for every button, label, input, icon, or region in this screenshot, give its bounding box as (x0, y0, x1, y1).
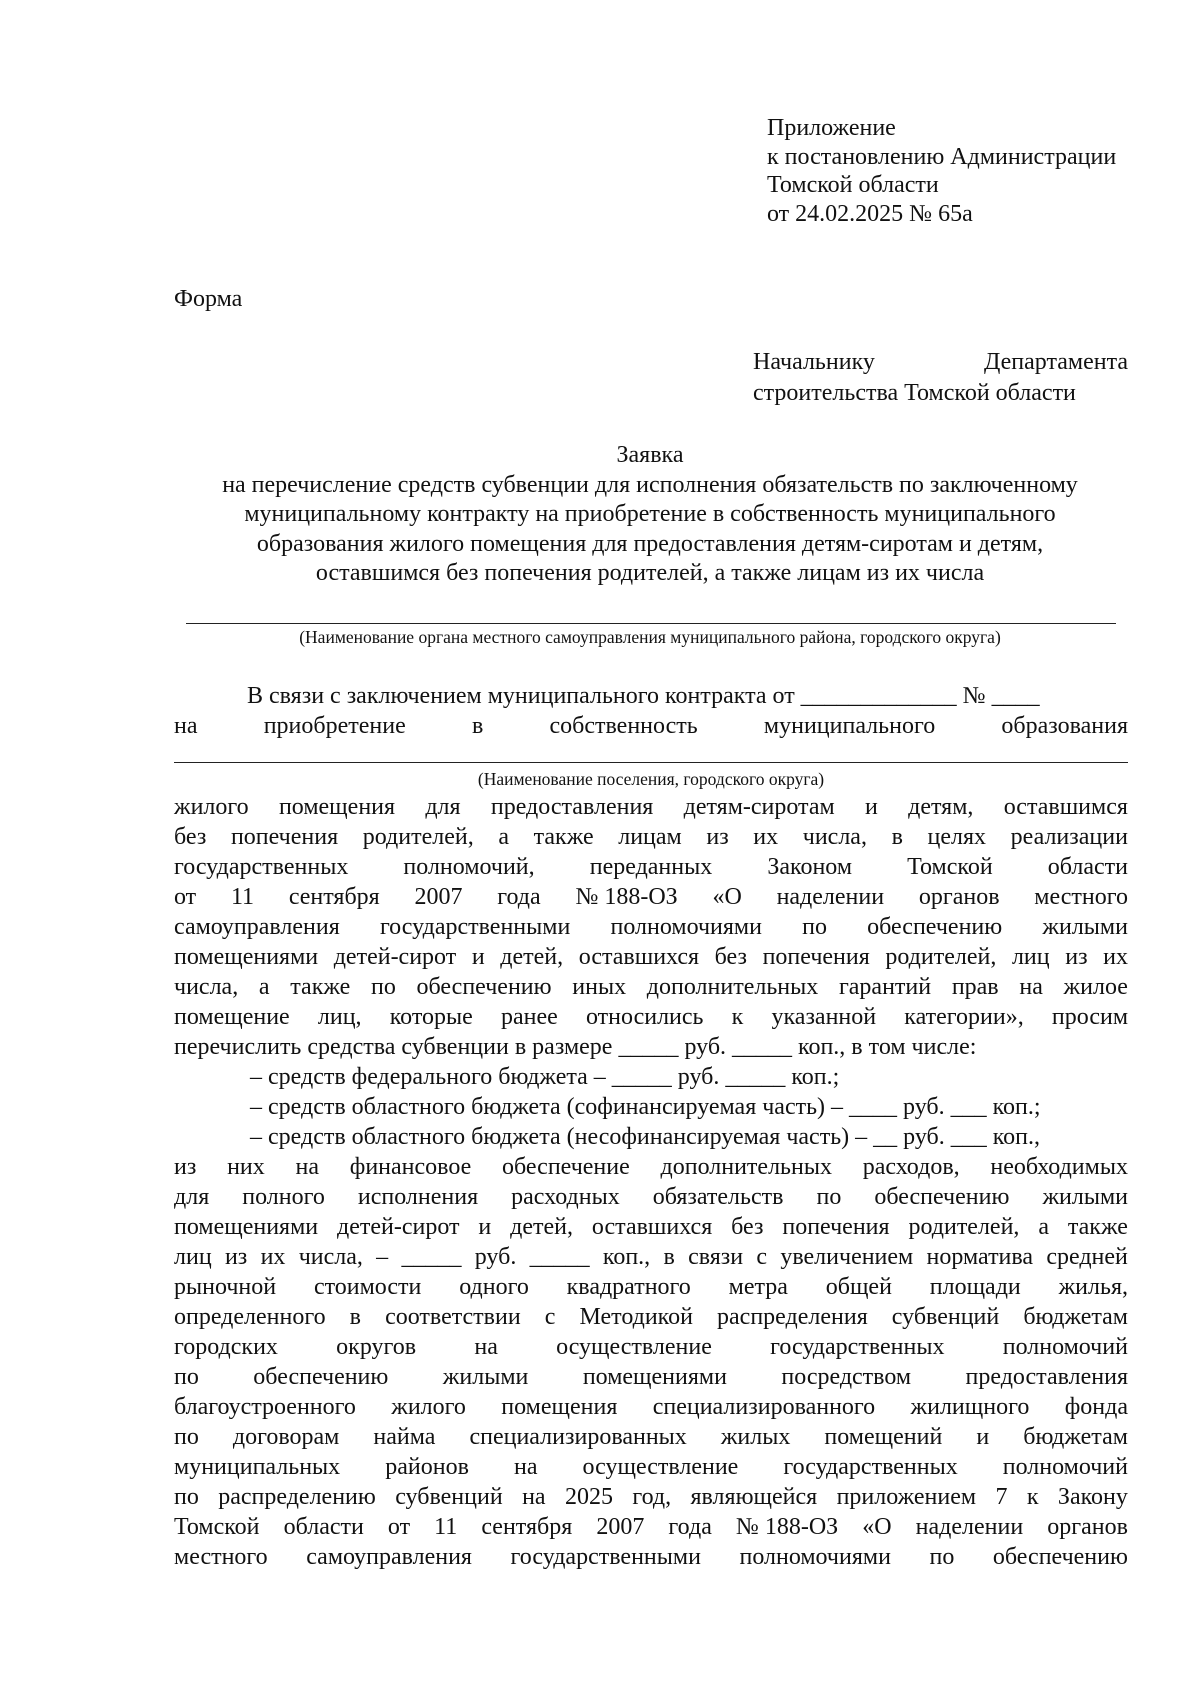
word: государственных (770, 1334, 945, 1360)
word: лиц, (317, 1004, 362, 1030)
settlement-caption: (Наименование поселения, городского округа) (477, 769, 825, 789)
body-line (174, 1452, 1128, 1482)
word: просим (1051, 1004, 1128, 1030)
word: 11 (230, 884, 255, 910)
word: лицам (618, 824, 682, 850)
word: полномочий (1002, 1454, 1128, 1480)
word: муниципальных (174, 1454, 341, 1480)
word: года (497, 884, 541, 910)
word: на (1019, 974, 1043, 1000)
word: Законом (767, 854, 853, 880)
word: попечения (762, 944, 870, 970)
approval-line: к постановлению Администрации (767, 143, 1117, 170)
word: Закону (1057, 1484, 1128, 1510)
word: числа, (298, 1244, 363, 1270)
word: метра (728, 1274, 788, 1300)
word: также (1067, 1214, 1128, 1240)
title-heading: Заявка (616, 442, 684, 468)
word: обеспечению (992, 1544, 1128, 1570)
body-line (174, 912, 1128, 942)
title-line: на перечисление средств субвенции для исполнения обязательств по заключенному (222, 471, 1078, 498)
word: площади (929, 1274, 1021, 1300)
word: помещение (174, 1004, 290, 1030)
word: с (756, 1244, 768, 1270)
contract-line: В связи с заключением муниципального контракта от _____________ № ____ (247, 683, 1040, 709)
word: соответствии (385, 1304, 521, 1330)
word: бюджетам (1023, 1424, 1128, 1450)
word: образования (1001, 713, 1128, 739)
word: приложением (836, 1484, 977, 1510)
word: лиц (174, 1244, 212, 1270)
word: детям-сиротам (683, 794, 835, 820)
word: оставшихся (578, 944, 700, 970)
word: в (349, 1304, 362, 1330)
word: «О (862, 1514, 892, 1540)
word: из (224, 1244, 248, 1270)
word: помещения (501, 1394, 618, 1420)
word: переданных (589, 854, 713, 880)
word: № 188-ОЗ (735, 1514, 839, 1540)
word: области (283, 1514, 364, 1540)
word: от (174, 884, 197, 910)
addressee-line: строительства Томской области (753, 380, 1076, 406)
word: необходимых (990, 1154, 1128, 1180)
list-item: – средств федерального бюджета – _____ руб. _____ коп.; (250, 1064, 840, 1090)
addressee-line (753, 347, 1128, 378)
word: предоставления (490, 794, 654, 820)
word: государственными (379, 914, 571, 940)
word: бюджетам (1023, 1304, 1128, 1330)
word: иных (572, 974, 627, 1000)
word: и (478, 1214, 492, 1240)
word: прав (951, 974, 999, 1000)
word: них (227, 1154, 265, 1180)
addressee-block (753, 347, 1128, 409)
word: на (522, 1484, 546, 1510)
word: 2007 (414, 884, 463, 910)
body-paragraph-1 (174, 792, 1128, 1032)
word: для (174, 1184, 210, 1210)
body-line (174, 1542, 1128, 1572)
body-line (174, 1302, 1128, 1332)
word: общей (825, 1274, 892, 1300)
word: собственность (549, 713, 698, 739)
word: 2007 (596, 1514, 645, 1540)
word: являющейся (690, 1484, 818, 1510)
body-text (174, 792, 1128, 1572)
word: детей-сирот (337, 1214, 460, 1240)
request-line: перечислить средства субвенции в размере _____ руб. _____ коп., в том числе: (174, 1034, 977, 1060)
word: договорам (232, 1424, 340, 1450)
word: и (864, 794, 878, 820)
body-line (174, 1182, 1128, 1212)
body-line (174, 972, 1128, 1002)
word: с (544, 1304, 556, 1330)
body-line (174, 852, 1128, 882)
word: местного (174, 1544, 268, 1570)
authority-name-line (186, 623, 1116, 624)
word: норматива (926, 1244, 1034, 1270)
word: стоимости (313, 1274, 422, 1300)
word: помещениями (582, 1364, 727, 1390)
word: а (258, 974, 270, 1000)
body-line (174, 1212, 1128, 1242)
word: 7 (995, 1484, 1008, 1510)
word: органов (1047, 1514, 1128, 1540)
word: органов (918, 884, 1000, 910)
word: на (174, 713, 198, 739)
word: _____ (529, 1244, 590, 1270)
word: из (1065, 944, 1088, 970)
body-line (174, 1512, 1128, 1542)
body-line (174, 792, 1128, 822)
body-line (174, 1242, 1128, 1272)
word: сентября (481, 1514, 573, 1540)
word: в (663, 1244, 675, 1270)
word: попечения (230, 824, 339, 850)
word: без (714, 944, 747, 970)
list-item: – средств областного бюджета (софинансируемая часть) – ____ руб. ___ коп.; (250, 1094, 1041, 1120)
word: обеспечению (416, 974, 552, 1000)
word: связи (688, 1244, 744, 1270)
word: районов (385, 1454, 469, 1480)
word: по (802, 914, 827, 940)
document-title (150, 441, 1150, 589)
contract-line-justified (174, 711, 1128, 741)
word: «О (712, 884, 742, 910)
word: Томской (907, 854, 993, 880)
word: распределению (218, 1484, 376, 1510)
word: жилых (720, 1424, 791, 1450)
word: округов (336, 1334, 417, 1360)
word: числа, (802, 824, 867, 850)
word: их (1103, 944, 1128, 970)
word: субвенций (395, 1484, 503, 1510)
word: одного (459, 1274, 529, 1300)
word: Методикой (579, 1304, 693, 1330)
form-label: Форма (174, 286, 243, 312)
word: – (376, 1244, 389, 1270)
word: оставшимся (1003, 794, 1128, 820)
word: _____ (401, 1244, 462, 1270)
word: финансовое (349, 1154, 472, 1180)
word: сентября (288, 884, 380, 910)
word: специализированных (469, 1424, 687, 1450)
authority-caption: (Наименование органа местного самоуправления муниципального района, городского округа) (299, 627, 1001, 647)
word: 11 (434, 1514, 458, 1540)
word: обеспечению (874, 1184, 1010, 1210)
word: их (753, 824, 779, 850)
word: их (260, 1244, 286, 1270)
body-line (174, 1482, 1128, 1512)
word: специализированного (652, 1394, 876, 1420)
word: государственными (510, 1544, 701, 1570)
word: относились (585, 1004, 704, 1030)
word: расходных (511, 1184, 620, 1210)
word: а (1038, 1214, 1049, 1240)
approval-line: Томской области (767, 172, 939, 198)
word: полномочиями (739, 1544, 891, 1570)
settlement-name-line (174, 762, 1128, 763)
word: посредством (781, 1364, 912, 1390)
word: дополнительных (660, 1154, 832, 1180)
body-line (174, 1272, 1128, 1302)
word: области (1047, 854, 1128, 880)
word: гарантий (838, 974, 932, 1000)
word: в (471, 713, 484, 739)
word: детей-сирот (333, 944, 457, 970)
word: родителей, (885, 944, 997, 970)
word: также (533, 824, 594, 850)
word: квадратного (566, 1274, 691, 1300)
word: городских (174, 1334, 278, 1360)
word: которые (389, 1004, 473, 1030)
word: жилыми (1042, 1184, 1128, 1210)
word: жилья, (1058, 1274, 1128, 1300)
word: на (295, 1154, 320, 1180)
word: по (929, 1544, 955, 1570)
word: по (174, 1364, 199, 1390)
word: на (513, 1454, 538, 1480)
word: самоуправления (306, 1544, 472, 1570)
body-line (174, 1002, 1128, 1032)
word: числа, (174, 974, 239, 1000)
addressee-word: Департамента (983, 349, 1128, 375)
approval-line: Приложение (767, 115, 896, 141)
word: расходов, (862, 1154, 960, 1180)
word: предоставления (965, 1364, 1128, 1390)
word: руб. (474, 1244, 517, 1270)
word: местного (1034, 884, 1128, 910)
word: детей, (510, 1214, 574, 1240)
word: к (1026, 1484, 1039, 1510)
contract-block (174, 681, 1128, 741)
word: по (174, 1424, 199, 1450)
word: по (816, 1184, 842, 1210)
word: субвенций (891, 1304, 1000, 1330)
word: жилого (174, 794, 249, 820)
word: Томской (174, 1514, 260, 1540)
word: целях (927, 824, 987, 850)
word: помещений (824, 1424, 943, 1450)
word: определенного (174, 1304, 326, 1330)
word: рыночной (174, 1274, 277, 1300)
word: из (174, 1154, 197, 1180)
word: родителей, (908, 1214, 1020, 1240)
title-line: муниципальному контракту на приобретение в собственность муниципального (244, 501, 1056, 527)
word: увеличением (780, 1244, 914, 1270)
addressee-word: Начальнику (753, 349, 875, 375)
body-line (174, 1422, 1128, 1452)
word: лиц (1011, 944, 1050, 970)
word: на (474, 1334, 498, 1360)
body-line (174, 942, 1128, 972)
word: 2025 (564, 1484, 613, 1510)
word: от (387, 1514, 411, 1540)
list-item: – средств областного бюджета (несофинансируемая часть) – __ руб. ___ коп., (250, 1124, 1040, 1150)
word: и (976, 1424, 990, 1450)
word: также (290, 974, 351, 1000)
word: наделении (776, 884, 885, 910)
body-line (174, 1362, 1128, 1392)
word: к (731, 1004, 744, 1030)
word: полномочий, (403, 854, 535, 880)
word: помещениями (174, 1214, 319, 1240)
word: по (174, 1484, 199, 1510)
word: найма (373, 1424, 436, 1450)
word: полномочий (1002, 1334, 1128, 1360)
approval-line: от 24.02.2025 № 65а (767, 200, 973, 227)
word: жилищного (910, 1394, 1030, 1420)
word: из (706, 824, 729, 850)
word: детей, (500, 944, 564, 970)
word: без (731, 1214, 764, 1240)
word: благоустроенного (174, 1394, 356, 1420)
word: полного (242, 1184, 325, 1210)
body-line (174, 1152, 1128, 1182)
title-line: оставшимся без попечения родителей, а также лицам из их числа (315, 560, 985, 586)
word: в (891, 824, 903, 850)
approval-block (767, 114, 1167, 228)
word: по (370, 974, 396, 1000)
title-line: образования жилого помещения для предоставления детям-сиротам и детям, (256, 530, 1044, 557)
word: категории», (904, 1004, 1024, 1030)
word: осуществление (556, 1334, 712, 1360)
word: государственных (174, 854, 349, 880)
body-line (174, 882, 1128, 912)
word: жилыми (442, 1364, 529, 1390)
word: коп., (602, 1244, 651, 1270)
word: и (471, 944, 485, 970)
word: государственных (783, 1454, 958, 1480)
body-line (174, 822, 1128, 852)
word: реализации (1010, 824, 1128, 850)
body-line (174, 1392, 1128, 1422)
word: помещениями (174, 944, 319, 970)
word: родителей, (362, 824, 474, 850)
word: обеспечение (502, 1154, 630, 1180)
word: указанной (771, 1004, 877, 1030)
word: приобретение (263, 713, 406, 739)
word: фонда (1064, 1394, 1128, 1420)
word: ранее (500, 1004, 558, 1030)
word: обязательств (652, 1184, 784, 1210)
word: осуществление (582, 1454, 739, 1480)
word: без (174, 824, 207, 850)
word: распределения (717, 1304, 868, 1330)
word: детям, (908, 794, 974, 820)
word: года (668, 1514, 712, 1540)
word: обеспечению (867, 914, 1003, 940)
word: № 188-ОЗ (575, 884, 678, 910)
word: для (425, 794, 461, 820)
word: муниципального (763, 713, 936, 739)
word: самоуправления (174, 914, 340, 940)
word: год, (632, 1484, 672, 1510)
body-line (174, 1332, 1128, 1362)
word: полномочиями (610, 914, 762, 940)
word: средней (1046, 1244, 1128, 1270)
word: обеспечению (253, 1364, 389, 1390)
word: попечения (782, 1214, 890, 1240)
word: оставшихся (591, 1214, 713, 1240)
word: исполнения (357, 1184, 479, 1210)
word: наделении (915, 1514, 1024, 1540)
word: жилого (391, 1394, 466, 1420)
word: помещения (278, 794, 396, 820)
word: а (498, 824, 509, 850)
body-paragraph-2 (174, 1152, 1128, 1572)
word: жилыми (1042, 914, 1128, 940)
word: дополнительных (646, 974, 819, 1000)
word: жилое (1063, 974, 1128, 1000)
